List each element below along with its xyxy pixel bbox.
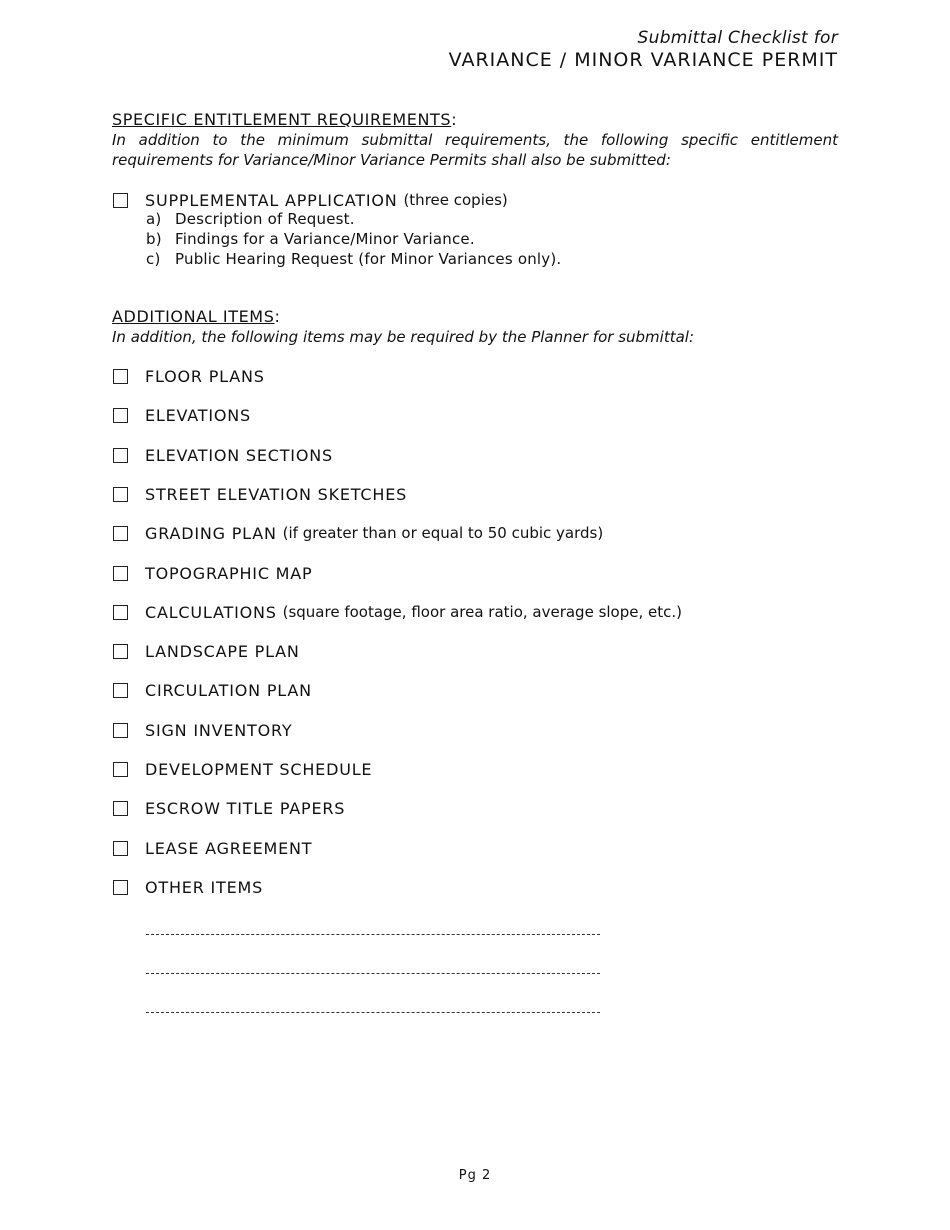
- checklist-item[interactable]: LANDSCAPE PLAN: [113, 641, 300, 661]
- checkbox[interactable]: [113, 369, 128, 384]
- subitem: a) Description of Request.: [146, 210, 355, 228]
- other-items-blank-line[interactable]: [146, 1012, 600, 1013]
- header-subtitle: Submittal Checklist for: [637, 28, 838, 48]
- checkbox[interactable]: [113, 566, 128, 581]
- checkbox[interactable]: [113, 644, 128, 659]
- other-items-blank-line[interactable]: [146, 973, 600, 974]
- additional-intro: In addition, the following items may be required by the Planner for submittal:: [112, 328, 694, 346]
- checklist-item[interactable]: STREET ELEVATION SKETCHES: [113, 484, 407, 504]
- checkbox[interactable]: [113, 841, 128, 856]
- checklist-item[interactable]: TOPOGRAPHIC MAP: [113, 563, 312, 583]
- page-number: Pg 2: [458, 1168, 492, 1183]
- checkbox[interactable]: [113, 605, 128, 620]
- checkbox[interactable]: [113, 448, 128, 463]
- checklist-item[interactable]: SIGN INVENTORY: [113, 720, 292, 740]
- other-items-blank-line[interactable]: [146, 934, 600, 935]
- checkbox[interactable]: [113, 762, 128, 777]
- checklist-item[interactable]: DEVELOPMENT SCHEDULE: [113, 759, 372, 779]
- checkbox[interactable]: [113, 801, 128, 816]
- specific-section-title: SPECIFIC ENTITLEMENT REQUIREMENTS:: [112, 110, 458, 129]
- checklist-item[interactable]: CALCULATIONS (square footage, floor area ratio, average slope, etc.): [113, 602, 682, 622]
- checklist-item[interactable]: ESCROW TITLE PAPERS: [113, 798, 345, 818]
- checklist-item[interactable]: LEASE AGREEMENT: [113, 838, 312, 858]
- checklist-item[interactable]: CIRCULATION PLAN: [113, 680, 312, 700]
- specific-intro: In addition to the minimum submittal requirements, the following specific entitlement requirements for Variance/Minor Variance Permits shall also be submitted:: [112, 131, 838, 169]
- checklist-item[interactable]: ELEVATION SECTIONS: [113, 445, 333, 465]
- checkbox[interactable]: [113, 526, 128, 541]
- checklist-item[interactable]: FLOOR PLANS: [113, 366, 265, 386]
- supplemental-application-item[interactable]: [113, 190, 508, 210]
- subitem: c) Public Hearing Request (for Minor Variances only).: [146, 250, 562, 268]
- checkbox[interactable]: [113, 408, 128, 423]
- additional-section-title: ADDITIONAL ITEMS:: [112, 307, 281, 326]
- checklist-item[interactable]: GRADING PLAN (if greater than or equal to 50 cubic yards): [113, 523, 603, 543]
- item-note: (three copies): [403, 191, 508, 209]
- checkbox[interactable]: [113, 193, 128, 208]
- checklist-item[interactable]: ELEVATIONS: [113, 405, 251, 425]
- checkbox[interactable]: [113, 880, 128, 895]
- checkbox[interactable]: [113, 683, 128, 698]
- header-title: VARIANCE / MINOR VARIANCE PERMIT: [448, 49, 838, 71]
- item-label: SUPPLEMENTAL APPLICATION: [145, 190, 398, 210]
- checklist-item[interactable]: OTHER ITEMS: [113, 877, 263, 897]
- checkbox[interactable]: [113, 723, 128, 738]
- checkbox[interactable]: [113, 487, 128, 502]
- subitem: b) Findings for a Variance/Minor Variance.: [146, 230, 475, 248]
